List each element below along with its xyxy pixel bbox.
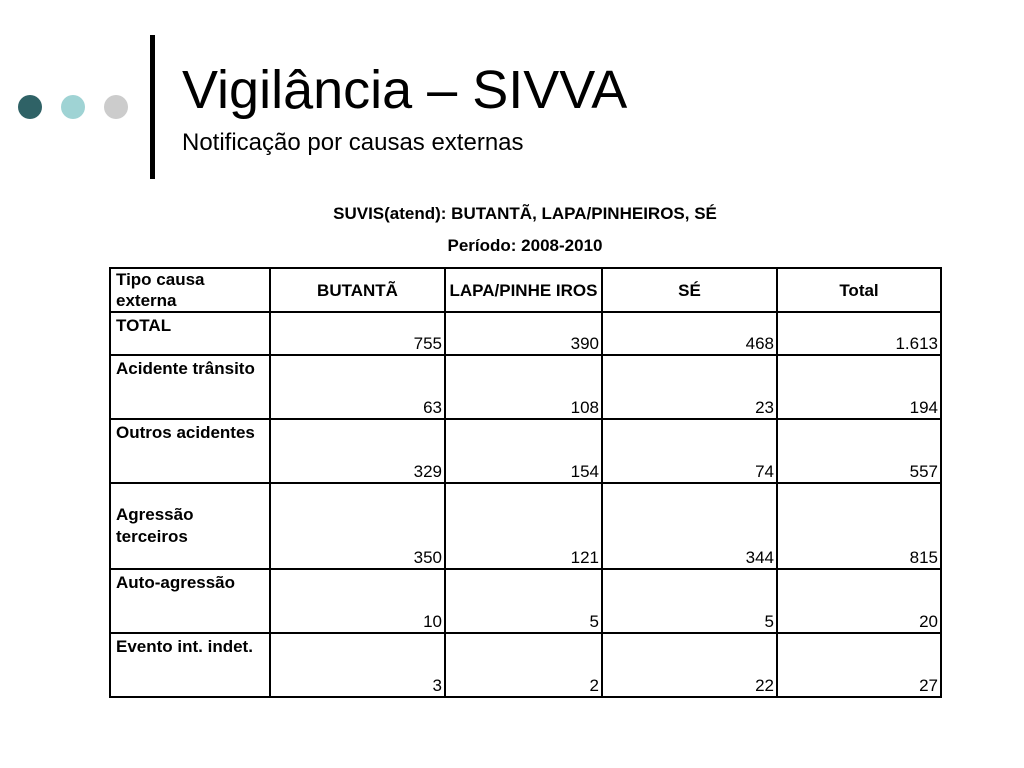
decorative-dot-dark [18,95,42,119]
slide-subtitle: Notificação por causas externas [182,129,524,156]
row-label: TOTAL [110,312,270,355]
table-cell: 121 [445,483,602,569]
table-cell: 3 [270,633,445,697]
column-header: Tipo causa externa [110,268,270,312]
table-cell: 10 [270,569,445,633]
table-cell: 23 [602,355,777,419]
table-cell: 5 [602,569,777,633]
table-cell: 2 [445,633,602,697]
column-header: LAPA/PINHE IROS [445,268,602,312]
row-label: Evento int. indet. [110,633,270,697]
row-label: Agressão terceiros [110,483,270,569]
column-header: BUTANTÃ [270,268,445,312]
table-row [110,633,941,697]
table-cell: 22 [602,633,777,697]
table-heading: SUVIS(atend): BUTANTÃ, LAPA/PINHEIROS, SÉ [333,204,717,223]
title-divider-bar [150,35,155,179]
column-header: Total [777,268,941,312]
column-header: SÉ [602,268,777,312]
table-row [110,419,941,483]
table-cell: 815 [777,483,941,569]
table-cell: 390 [445,312,602,355]
table-cell: 5 [445,569,602,633]
decorative-dot-teal [61,95,85,119]
table-cell: 27 [777,633,941,697]
table-period: Período: 2008-2010 [447,236,603,255]
decorative-dot-gray [104,95,128,119]
table-cell: 1.613 [777,312,941,355]
table-cell: 108 [445,355,602,419]
table-cell: 194 [777,355,941,419]
table-row [110,355,941,419]
table-row [110,312,941,355]
table-cell: 154 [445,419,602,483]
table-row [110,483,941,569]
table-cell: 468 [602,312,777,355]
table-cell: 329 [270,419,445,483]
table-header-row [110,268,941,312]
table-cell: 557 [777,419,941,483]
slide-title: Vigilância – SIVVA [182,60,628,120]
table-cell: 74 [602,419,777,483]
table-cell: 350 [270,483,445,569]
table-cell: 344 [602,483,777,569]
table-cell: 755 [270,312,445,355]
table-cell: 63 [270,355,445,419]
row-label: Outros acidentes [110,419,270,483]
table-row [110,569,941,633]
table-cell: 20 [777,569,941,633]
row-label: Acidente trânsito [110,355,270,419]
causes-table [109,267,942,698]
row-label: Auto-agressão [110,569,270,633]
